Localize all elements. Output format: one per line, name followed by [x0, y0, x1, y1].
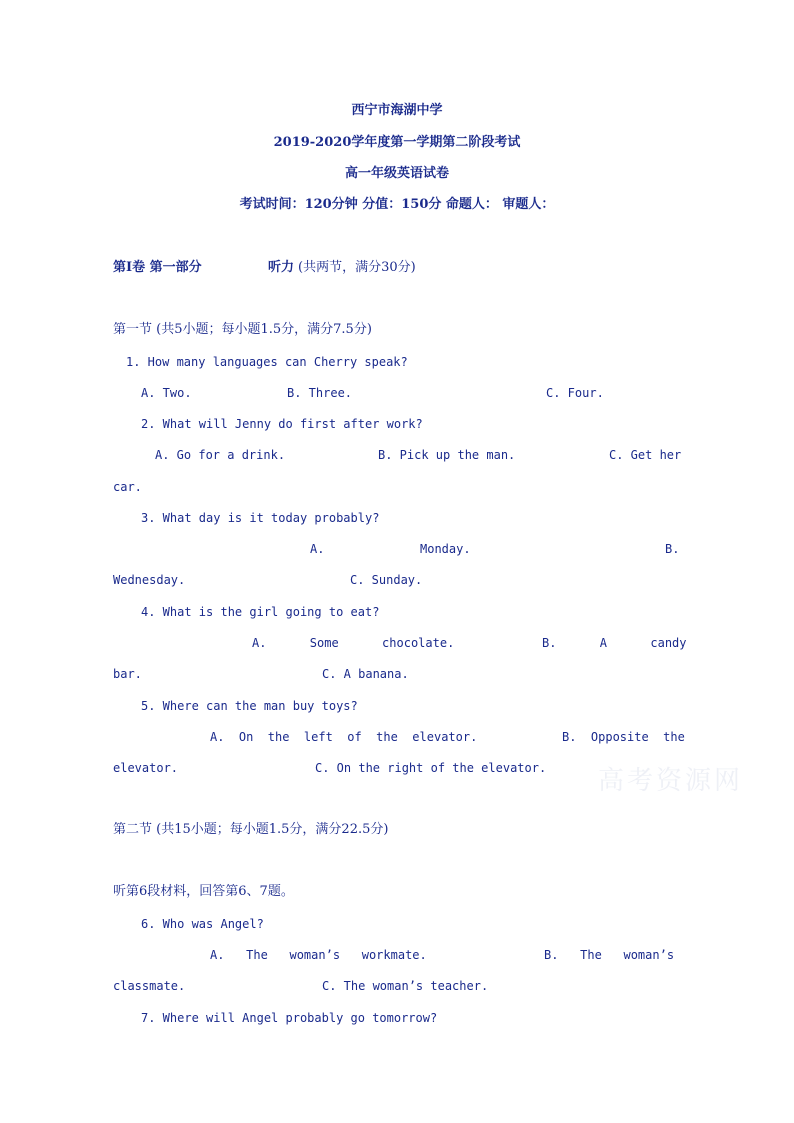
question-2-option-a: A. Go for a drink.: [155, 448, 286, 462]
exam-info: 考试时间：120分钟 分值：150分 命题人： 审题人：: [239, 197, 555, 212]
question-5-option-c: C. On the right of the elevator.: [315, 761, 547, 775]
question-6: 6. Who was Angel?: [141, 917, 264, 931]
question-4-option-a: A. Some chocolate.: [252, 636, 455, 650]
question-1-option-c: C. Four.: [546, 386, 604, 400]
question-2: 2. What will Jenny do first after work?: [141, 417, 423, 431]
question-1-option-b: B. Three.: [287, 386, 353, 400]
question-4: 4. What is the girl going to eat?: [141, 605, 380, 619]
question-4-option-b-cont: bar.: [113, 667, 142, 681]
question-3-option-b-text: Wednesday.: [113, 573, 186, 587]
exam-title: 2019-2020学年度第一学期第二阶段考试: [273, 135, 521, 150]
question-5-option-b-cont: elevator.: [113, 761, 179, 775]
question-3-option-a-letter: A.: [310, 542, 325, 556]
question-7: 7. Where will Angel probably go tomorrow?: [141, 1011, 438, 1025]
section-2-title: 第二节 (共15小题；每小题1.5分，满分22.5分): [113, 822, 389, 837]
question-4-option-b: B. A candy: [542, 636, 687, 650]
school-name: 西宁市海湖中学: [351, 103, 443, 118]
question-3-option-a-text: Monday.: [420, 542, 471, 556]
question-6-option-b-cont: classmate.: [113, 979, 186, 993]
question-5-option-b: B. Opposite the: [562, 730, 685, 744]
watermark: 高考资源网: [598, 766, 744, 796]
part-title: 第Ⅰ卷 第一部分: [113, 260, 202, 275]
question-2-option-c-cont: car.: [113, 480, 142, 494]
question-6-option-a: A. The woman’s workmate.: [210, 948, 427, 962]
question-1: 1. How many languages can Cherry speak?: [126, 355, 408, 369]
section-2-instruction: 听第6段材料，回答第6、7题。: [113, 884, 294, 899]
question-6-option-c: C. The woman’s teacher.: [322, 979, 489, 993]
question-4-option-c: C. A banana.: [322, 667, 409, 681]
question-5: 5. Where can the man buy toys?: [141, 699, 358, 713]
subject-title: 高一年级英语试卷: [344, 166, 449, 181]
section-title: 第一节 (共5小题；每小题1.5分，满分7.5分): [113, 322, 372, 337]
question-5-option-a: A. On the left of the elevator.: [210, 730, 478, 744]
question-6-option-b: B. The woman’s: [544, 948, 675, 962]
question-1-option-a: A. Two.: [141, 386, 192, 400]
part-description: (共两节，满分30分): [298, 260, 416, 275]
question-2-option-c: C. Get her: [609, 448, 682, 462]
question-3-option-c: C. Sunday.: [350, 573, 423, 587]
question-3-option-b-letter: B.: [665, 542, 680, 556]
part-subtitle: 听力: [268, 260, 295, 275]
question-3: 3. What day is it today probably?: [141, 511, 380, 525]
question-2-option-b: B. Pick up the man.: [378, 448, 516, 462]
